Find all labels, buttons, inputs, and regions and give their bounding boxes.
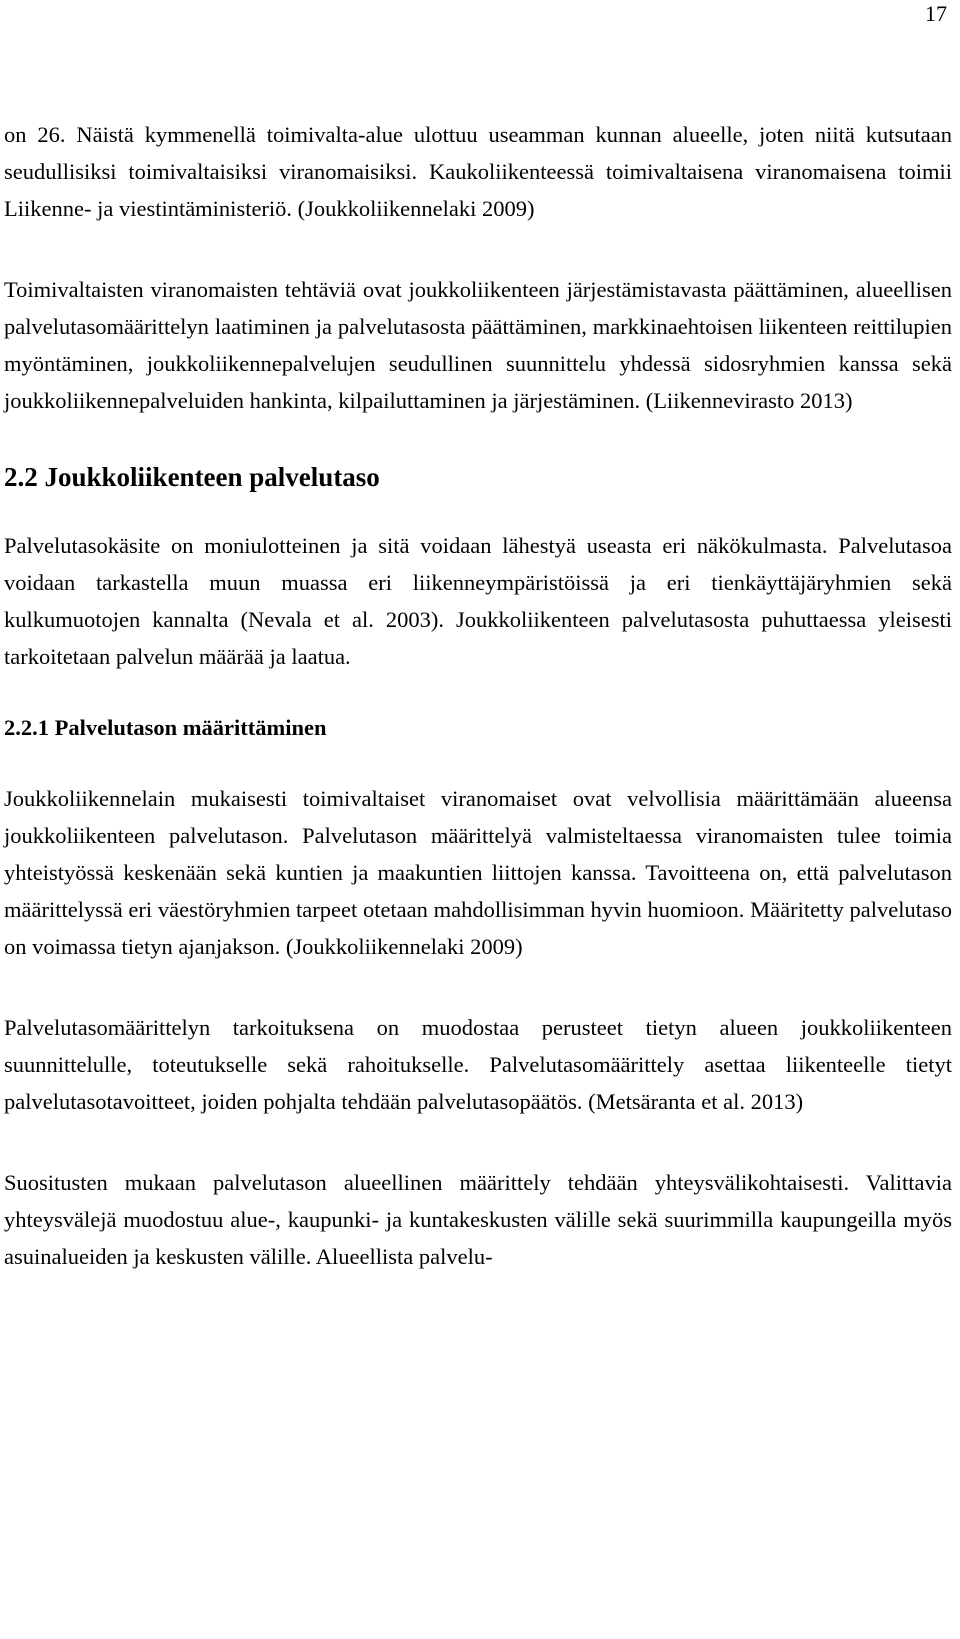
document-body — [4, 116, 952, 1275]
paragraph-joukkoliikennelain-mukaisesti: Joukkoliikennelain mukaisesti toimivaltaiset viranomaiset ovat velvollisia määrittämään alueensa joukkoliikenteen palvelutason. Palvelutason määrittelyä valmisteltaessa viranomaisten tulee toimia yhteistyössä keskenään sekä kuntien ja maakuntien liittojen kanssa. Tavoitteena on, että palvelutason määrittelyssä eri väestöryhmien tarpeet otetaan mahdollisimman hyvin huomioon. Määritetty palvelutaso on voimassa tietyn ajanjakson. (Joukkoliikennelaki 2009) — [4, 786, 952, 959]
page-number: 17 — [925, 1, 947, 26]
section-heading-2-2: 2.2 Joukkoliikenteen palvelutaso — [4, 462, 380, 492]
paragraph-toimivalta-alue: on 26. Näistä kymmenellä toimivalta-alue ulottuu useamman kunnan alueelle, joten niitä kutsutaan seudullisiksi toimivaltaisiksi viranomaisiksi. Kaukoliikenteessä toimivaltaisena viranomaisena toimii Liikenne- ja viestintäministeriö. (Joukkoliikennelaki 2009) — [4, 122, 952, 221]
paragraph-palvelutasomaarittelyn-tarkoitus: Palvelutasomäärittelyn tarkoituksena on muodostaa perusteet tietyn alueen joukkoliikenteen suunnittelulle, toteutukselle sekä rahoitukselle. Palvelutasomäärittely asettaa liikenteelle tietyt palvelutasotavoitteet, joiden pohjalta tehdään palvelutasopäätös. (Metsäranta et al. 2013) — [4, 1015, 952, 1114]
paragraph-suositusten-mukaan: Suositusten mukaan palvelutason alueellinen määrittely tehdään yhteysvälikohtaisesti. Valittavia yhteysvälejä muodostuu alue-, kaupunki- ja kuntakeskusten välille sekä suurimmilla kaupungeilla myös asuinalueiden ja keskusten välille. Alueellista palvelu- — [4, 1170, 952, 1269]
subsection-heading-2-2-1: 2.2.1 Palvelutason määrittäminen — [4, 715, 327, 740]
paragraph-viranomaisten-tehtavat: Toimivaltaisten viranomaisten tehtäviä ovat joukkoliikenteen järjestämistavasta päättäminen, alueellisen palvelutasomäärittelyn laatiminen ja palvelutasosta päättäminen, markkinaehtoisen liikenteen reittilupien myöntäminen, joukkoliikennepalvelujen seudullinen suunnittelu yhdessä sidosryhmien kanssa sekä joukkoliikennepalveluiden hankinta, kilpailuttaminen ja järjestäminen. (Liikennevirasto 2013) — [4, 277, 952, 413]
paragraph-palvelutasokasite: Palvelutasokäsite on moniulotteinen ja sitä voidaan lähestyä useasta eri näkökulmasta. Palvelutasoa voidaan tarkastella muun muassa eri liikenneympäristöissä ja eri tienkäyttäjäryhmien sekä kulkumuotojen kannalta (Nevala et al. 2003). Joukkoliikenteen palvelutasosta puhuttaessa yleisesti tarkoitetaan palvelun määrää ja laatua. — [4, 533, 952, 669]
